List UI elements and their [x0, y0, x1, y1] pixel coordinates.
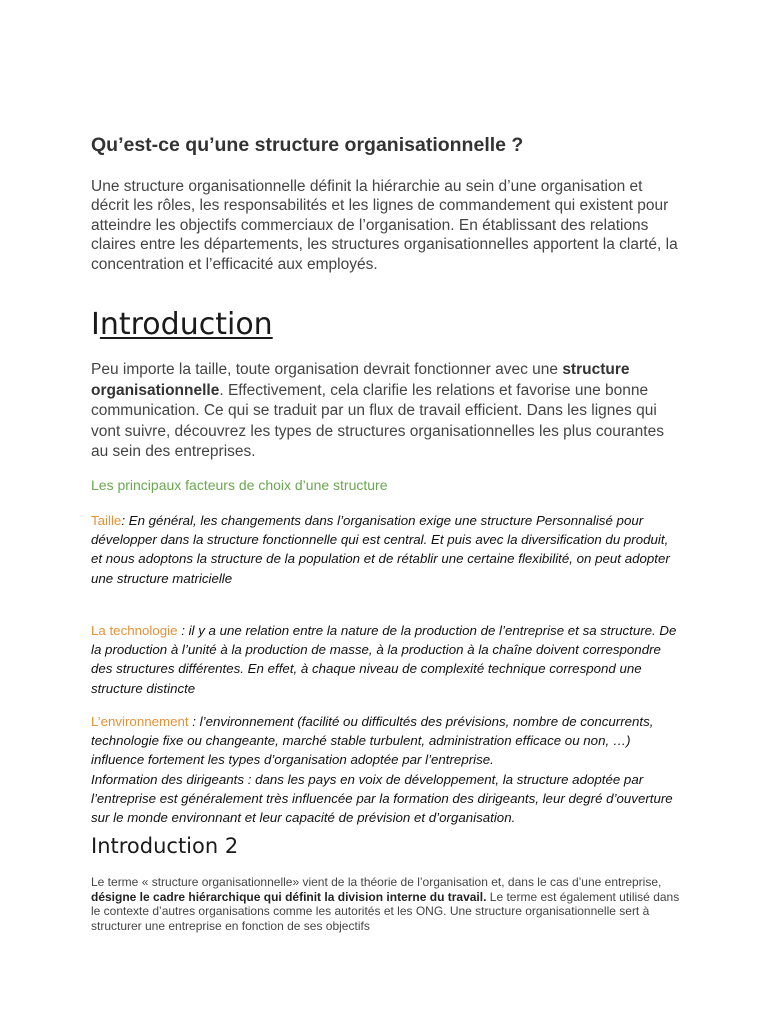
factor-taille — [91, 511, 681, 588]
factor-term: La technologie — [91, 623, 182, 638]
definition-paragraph: Une structure organisationnelle définit la hiérarchie au sein d’une organisation et décrit les rôles, les responsabilités et les lignes de commandement qui existent pour atteindre les objectifs commerciaux de l’organisation. En établissant des relations claires entre les départements, les structures organisationnelles apportent la clarté, la concentration et l’efficacité aux employés. — [91, 178, 678, 273]
introduction-2-heading: Introduction 2 — [91, 834, 239, 858]
introduction-heading-initial: I — [91, 307, 100, 342]
factor-text: : l’environnement (facilité ou difficultés des prévisions, nombre de concurrents, technologie fixe ou changeante, marché stable turbulent, administration efficace ou non, …) influence fortement les types d’organisation adoptée par l’entreprise. — [91, 714, 654, 768]
introduction-bold-term: structure organisationnelle — [91, 361, 630, 399]
introduction-text-start: Peu importe la taille, toute organisation devrait fonctionner avec une — [91, 361, 563, 378]
introduction-text-end: . Effectivement, cela clarifie les relations et favorise une bonne communication. Ce qui se traduit par un flux de travail efficient. Dans les lignes qui vont suivre, découvrez les types de structures organisationnelles les plus courantes au sein des entreprises. — [91, 381, 664, 461]
introduction-heading — [91, 307, 273, 342]
introduction-2-paragraph — [91, 875, 681, 933]
section-heading: Qu’est-ce qu’une structure organisationnelle ? — [91, 134, 524, 156]
factor-environnement — [91, 712, 681, 827]
factor-term: L’environnement — [91, 714, 193, 729]
introduction-paragraph — [91, 360, 681, 463]
factor-extra-text: Information des dirigeants : dans les pays en voix de développement, la structure adoptée par l’entreprise est généralement très influencée par la formation des dirigeants, leur degré d’ouverture sur le monde environnant et leur capacité de prévision et d’organisation. — [91, 771, 673, 826]
introduction-heading-rest: ntroduction — [99, 307, 273, 342]
introduction-2-text-end: Le terme est également utilisé dans le contexte d’autres organisations comme les autorités et les ONG. Une structure organisationnelle sert à structurer une entreprise en fonction de ses objectifs — [91, 889, 680, 933]
factor-text: : En général, les changements dans l’organisation exige une structure Personnalisé pour développer dans la structure fonctionnelle qui est central. Et puis avec la diversification du produit, et nous adoptons la structure de la population et de rétablir une certaine flexibilité, on peut adopter une structure matricielle — [91, 513, 670, 586]
introduction-2-text-start: Le terme « structure organisationnelle» vient de la théorie de l’organisation et, dans le cas d’une entreprise, — [91, 875, 662, 889]
introduction-2-bold-text: désigne le cadre hiérarchique qui définit la division interne du travail. — [91, 889, 487, 904]
factor-text: : il y a une relation entre la nature de la production de l’entreprise et sa structure. De la production à l’unité à la production de masse, à la production à la chaîne doivent correspondre des structures différentes. En effet, à chaque niveau de complexité technique correspond une structure distincte — [91, 623, 677, 696]
factors-heading: Les principaux facteurs de choix d’une structure — [91, 477, 388, 493]
factor-technologie — [91, 621, 681, 698]
factor-term: Taille — [91, 513, 122, 528]
